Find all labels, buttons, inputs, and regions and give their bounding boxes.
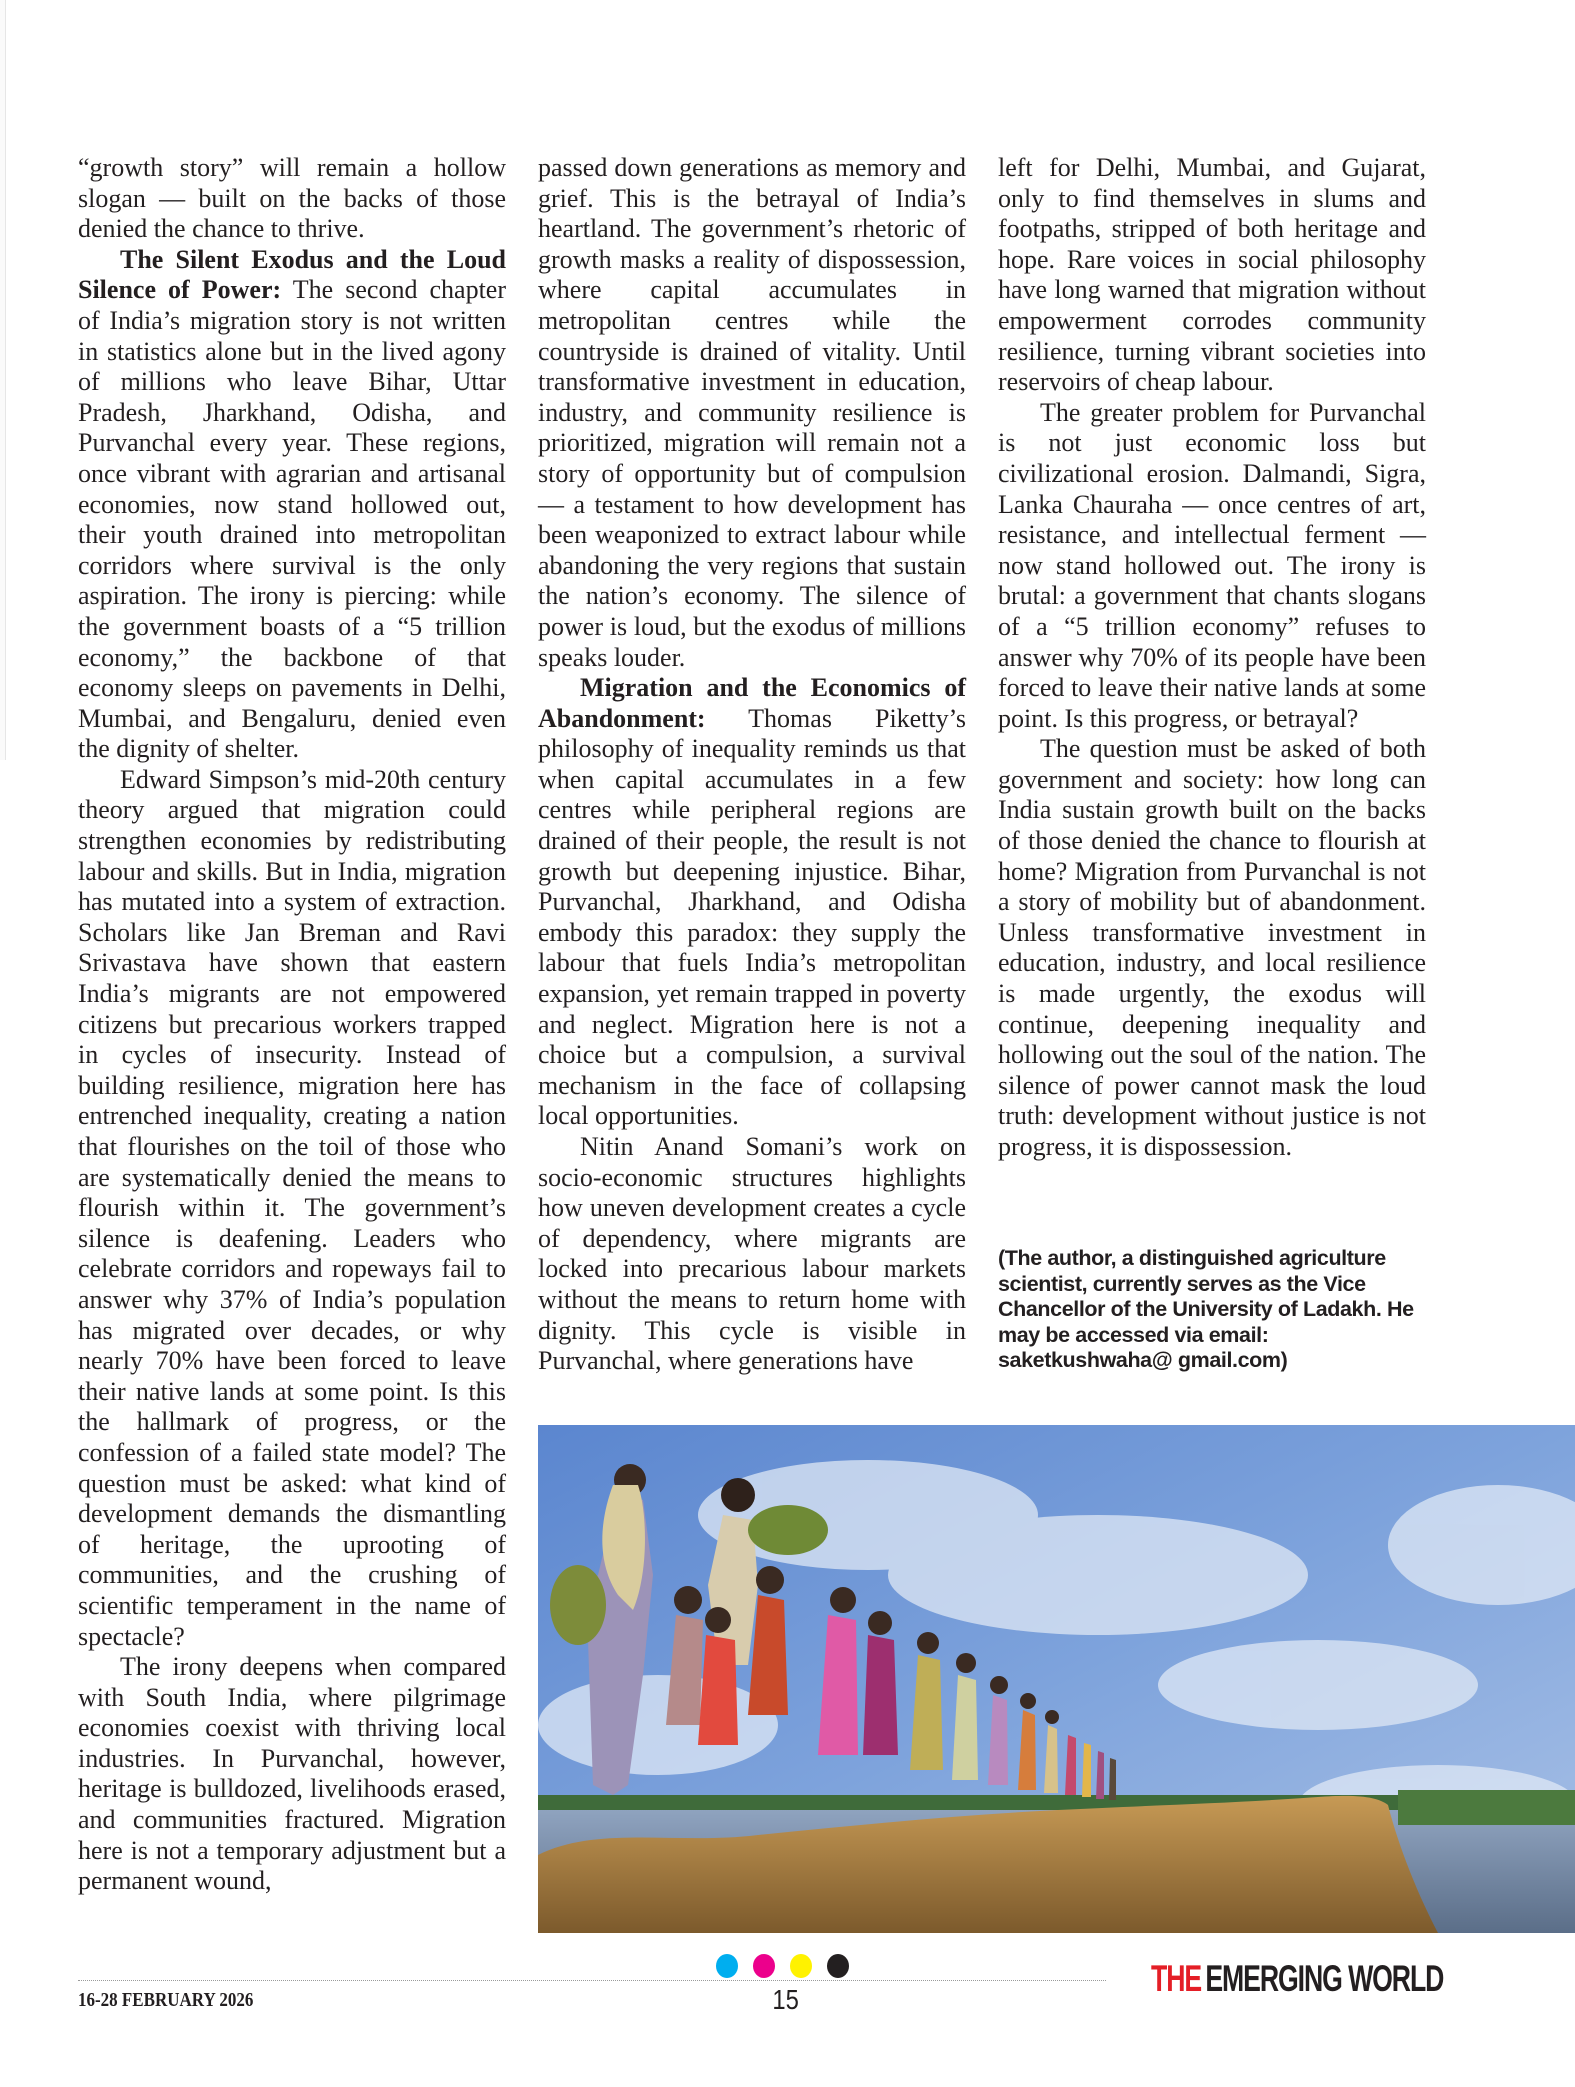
author-note: (The author, a distinguished agriculture scientist, currently serves as the Vice Chancellor of the University of Ladakh. He may be accessed via email: saketkushwaha@ gmail.com) bbox=[998, 1246, 1414, 1372]
paragraph bbox=[78, 153, 506, 245]
publication-logo bbox=[1151, 1958, 1443, 2000]
paragraph bbox=[998, 153, 1426, 398]
page-edge bbox=[0, 0, 6, 760]
color-registration-marks bbox=[716, 1954, 849, 1978]
logo-prefix: THE bbox=[1151, 1958, 1202, 1999]
yellow-registration-mark bbox=[790, 1954, 812, 1978]
cyan-registration-mark bbox=[716, 1954, 738, 1978]
paragraph-text: left for Delhi, Mumbai, and Gujarat, only to find themselves in slums and footpaths, stripped of both heritage and hope. Rare voices in social philosophy have long warned that migration without empowerment corrodes community resilience, turning vibrant societies into reservoirs of cheap labour. bbox=[998, 153, 1426, 397]
paragraph-text: passed down generations as memory and grief. This is the betrayal of India’s heartland. The government’s rhetoric of growth masks a reality of dispossession, where capital accumulates in metropolitan centres while the countryside is drained of vitality. Until transformative investment in education, industry, and community resilience is prioritized, migration will remain not a story of opportunity but of compulsion — a testament to how development has been weaponized to extract labour while abandoning the very regions that sustain the nation’s economy. The silence of power is loud, but the exodus of millions speaks louder. bbox=[538, 153, 966, 672]
paragraph-text: Edward Simpson’s mid-20th century theory argued that migration could strengthen economies by redistributing labour and skills. But in India, migration has mutated into a system of extraction. Scholars like Jan Breman and Ravi Srivastava have shown that eastern India’s migrants are not empowered citizens but precarious workers trapped in cycles of insecurity. Instead of building resilience, migration here has entrenched inequality, creating a nation that flourishes on the toil of those who are systematically denied the means to flourish within it. The government’s silence is deafening. Leaders who celebrate corridors and ropeways fail to answer why 37% of India’s population has migrated over decades, or why nearly 70% have been forced to leave their native lands at some point. Is this the hallmark of progress, or the confession of a failed state model? The question must be asked: what kind of development demands the dismantling of heritage, the uprooting of communities, and the crushing of scientific temperament in the name of spectacle? bbox=[78, 764, 506, 1651]
article-column-2 bbox=[538, 153, 966, 1377]
paragraph-text: The question must be asked of both government and society: how long can India sustain growth built on the backs of those denied the chance to flourish at home? Migration from Purvanchal is not a story of mobility but of abandonment. Unless transformative investment in education, industry, and local resilience is made urgently, the exodus will continue, deepening inequality and hollowing out the soul of the nation. The silence of power cannot mask the loud truth: development without justice is not progress, it is dispossession. bbox=[998, 734, 1426, 1161]
paragraph bbox=[998, 398, 1426, 735]
paragraph-text: “growth story” will remain a hollow slogan — built on the backs of those denied the chance to thrive. bbox=[78, 153, 506, 244]
article-photo bbox=[538, 1425, 1575, 1933]
footer-divider bbox=[78, 1980, 1106, 1981]
paragraph bbox=[998, 734, 1426, 1162]
paragraph bbox=[78, 1652, 506, 1897]
paragraph bbox=[78, 765, 506, 1652]
paragraph bbox=[538, 153, 966, 673]
paragraph-text: Nitin Anand Somani’s work on socio-economic structures highlights how uneven development creates a cycle of dependency, where migrants are locked into precarious labour markets without the means to return home with dignity. This cycle is visible in Purvanchal, where generations have bbox=[538, 1132, 966, 1376]
magenta-registration-mark bbox=[753, 1954, 775, 1978]
paragraph-text: The irony deepens when compared with South India, where pilgrimage economies coexist with thriving local industries. In Purvanchal, however, heritage is bulldozed, livelihoods erased, and communities fractured. Migration here is not a temporary adjustment but a permanent wound, bbox=[78, 1652, 506, 1896]
issue-date: 16-28 FEBRUARY 2026 bbox=[78, 1989, 254, 2011]
paragraph bbox=[538, 673, 966, 1132]
section-heading: The Silent Exodus and the Loud Silence of Power: bbox=[78, 244, 506, 305]
paragraph bbox=[78, 245, 506, 765]
logo-name: EMERGING WORLD bbox=[1205, 1958, 1444, 1999]
migrants-photo-illustration bbox=[538, 1425, 1575, 1933]
black-registration-mark bbox=[827, 1954, 849, 1978]
paragraph-text: The second chapter of India’s migration story is not written in statistics alone but in the lived agony of millions who leave Bihar, Uttar Pradesh, Jharkhand, Odisha, and Purvanchal every year. These regions, once vibrant with agrarian and artisanal economies, now stand hollowed out, their youth drained into metropolitan corridors where survival is the only aspiration. The irony is piercing: while the government boasts of a “5 trillion economy,” the backbone of that economy sleeps on pavements in Delhi, Mumbai, and Bengaluru, denied even the dignity of shelter. bbox=[78, 275, 507, 764]
page-number: 15 bbox=[772, 1984, 799, 2015]
far-grass bbox=[1398, 1790, 1575, 1825]
section-heading: Migration and the Economics of Abandonment: bbox=[538, 673, 966, 733]
article-column-1 bbox=[78, 153, 506, 1897]
article-column-3 bbox=[998, 153, 1426, 1163]
paragraph-text: The greater problem for Purvanchal is not just economic loss but civilizational erosion. Dalmandi, Sigra, Lanka Chauraha — once centres of art, resistance, and intellectual ferment — now stand hollowed out. The irony is brutal: a government that chants slogans of a “5 trillion economy” refuses to answer why 70% of its people have been forced to leave their native lands at some point. Is this progress, or betrayal? bbox=[998, 397, 1426, 733]
paragraph bbox=[538, 1132, 966, 1377]
paragraph-text: Thomas Piketty’s philosophy of inequality reminds us that when capital accumulates in a few centres while peripheral regions are drained of their people, the result is not growth but deepening injustice. Bihar, Purvanchal, Jharkhand, and Odisha embody this paradox: they supply the labour that fuels India’s metropolitan expansion, yet remain trapped in poverty and neglect. Migration here is not a choice but a compulsion, a survival mechanism in the face of collapsing local opportunities. bbox=[538, 703, 966, 1131]
